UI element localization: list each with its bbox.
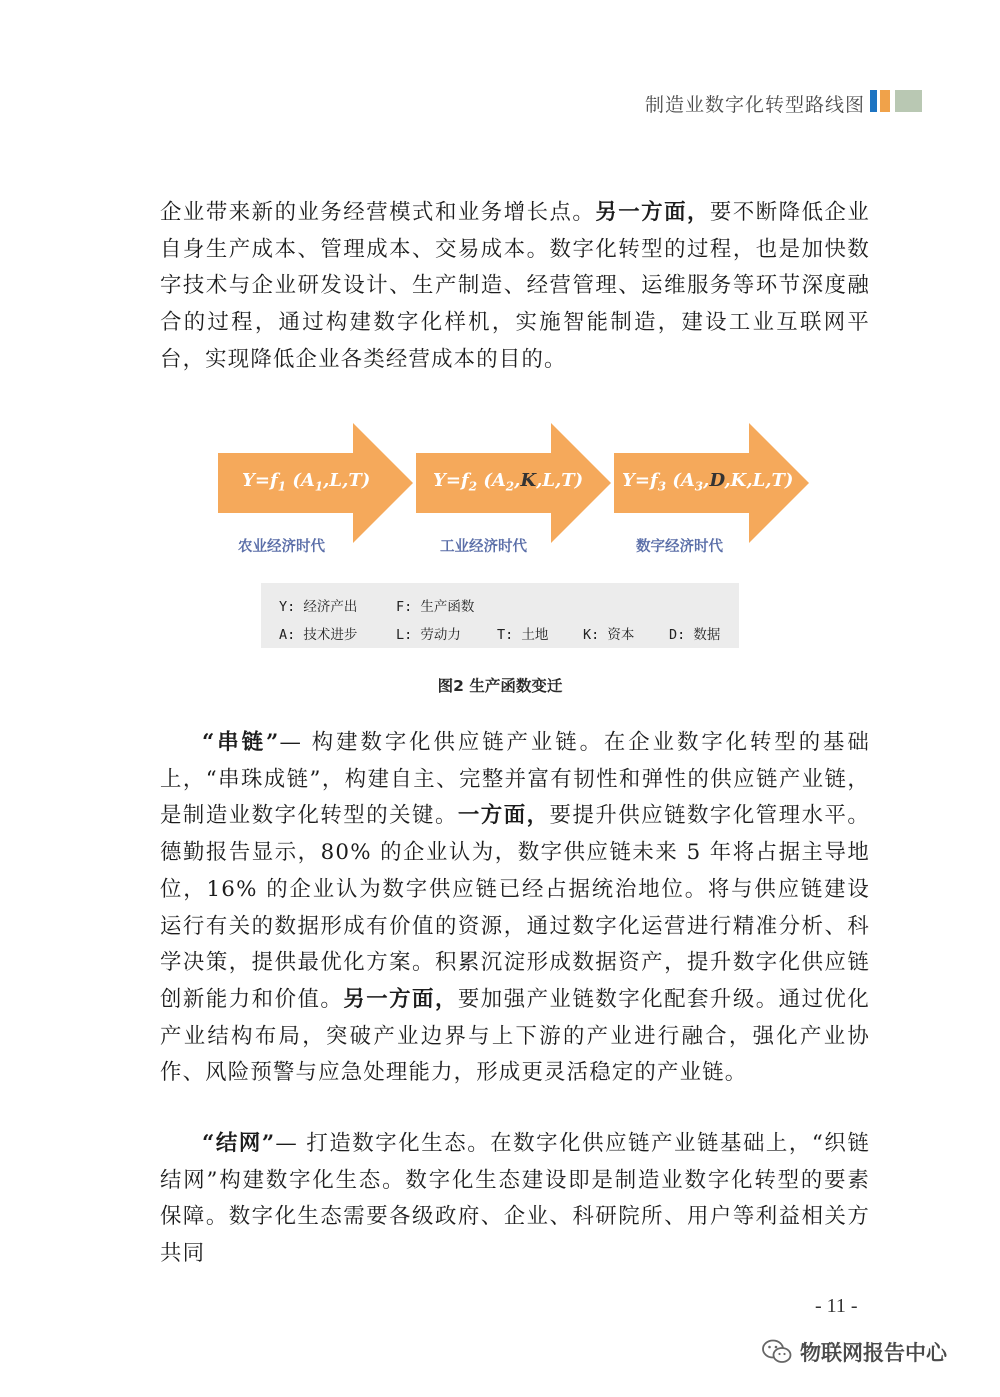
formula-part: 1 xyxy=(277,479,287,494)
formula-agricultural xyxy=(242,470,370,494)
paragraph-2-bold-a: 一方面， xyxy=(457,803,550,829)
formula-part: (A xyxy=(477,470,506,491)
paragraph-3 xyxy=(160,1126,870,1273)
header-mark-green xyxy=(895,90,922,112)
figure-caption: 图2 生产函数变迁 xyxy=(437,677,563,695)
legend-k: K: 资本 xyxy=(583,627,635,643)
formula-part: f xyxy=(649,470,658,491)
legend-l: L: 劳动力 xyxy=(396,627,461,643)
formula-part: ,L,T) xyxy=(536,470,584,491)
paragraph-1-text-a: 企业带来新的业务经营模式和业务增长点。 xyxy=(160,200,596,225)
formula-part: (A xyxy=(666,470,695,491)
watermark-text: 物联网报告中心 xyxy=(800,1341,947,1365)
formula-part: 3 xyxy=(694,479,704,494)
paragraph-1-bold-a: 另一方面， xyxy=(595,200,710,225)
paragraph-1-text-b: 要不断降低企业自身生产成本、管理成本、交易成本。数字化转型的过程，也是加快数字技术与企业研发设计、生产制造、经营管理、运维服务等环节深度融合的过程，通过构建数字化样机，实施智能制造，建设工业互联网平台，实现降低企业各类经营成本的目的。 xyxy=(160,200,870,372)
header-title: 制造业数字化转型路线图 xyxy=(644,94,865,116)
paragraph-2-text-b: 要提升供应链数字化管理水平。德勤报告显示，80% 的企业认为，数字供应链未来 5 年将占据主导地位，16% 的企业认为数字供应链已经占据统治地位。将与供应链建设运行有关的数据形成有价值的资源，通过数字化运营进行精准分析、科学决策，提供最优化方案。积累沉淀形成数据资产，提升数字化供应链创新能力和价值。 xyxy=(160,803,870,1012)
formula-part: Y= xyxy=(433,470,461,491)
paragraph-2 xyxy=(160,725,870,1092)
formula-part: 1 xyxy=(314,479,324,494)
formula-part: D xyxy=(709,470,725,491)
paragraph-2-bold-b: 另一方面， xyxy=(343,986,458,1012)
era-label-agricultural: 农业经济时代 xyxy=(238,539,325,555)
formula-part: 3 xyxy=(657,479,667,494)
paragraph-1 xyxy=(160,195,870,379)
formula-part: ,L,T) xyxy=(323,470,371,491)
paragraph-3-lead: “结网” xyxy=(202,1131,276,1156)
formula-part: 2 xyxy=(468,479,478,494)
legend-box xyxy=(261,583,739,648)
legend-d: D: 数据 xyxy=(669,627,721,643)
legend-y: Y: 经济产出 xyxy=(279,599,358,615)
formula-part: f xyxy=(460,470,469,491)
formula-digital xyxy=(622,470,793,494)
formula-industrial xyxy=(433,470,583,494)
paragraph-2-text-c: 要加强产业链数字化配套升级。通过优化产业结构布局，突破产业边界与上下游的产业进行融合，强化产业协作、风险预警与应急处理能力，形成更灵活稳定的产业链。 xyxy=(160,986,870,1086)
era-label-digital: 数字经济时代 xyxy=(636,539,723,555)
formula-part: Y= xyxy=(622,470,650,491)
formula-part: (A xyxy=(286,470,315,491)
formula-part: ,K,L,T) xyxy=(724,470,794,491)
formula-part: Y= xyxy=(242,470,270,491)
header-mark-orange xyxy=(880,90,890,112)
formula-part: , xyxy=(514,470,521,491)
era-label-industrial: 工业经济时代 xyxy=(440,539,527,555)
legend-a: A: 技术进步 xyxy=(279,627,358,643)
formula-part: f xyxy=(269,470,278,491)
formula-part: K xyxy=(520,470,537,491)
formula-part: , xyxy=(703,470,710,491)
formula-part: 2 xyxy=(505,479,515,494)
page-number: - 11 - xyxy=(815,1295,858,1317)
page-header xyxy=(0,0,1000,125)
paragraph-2-lead: “串链” xyxy=(202,730,280,755)
legend-f: F: 生产函数 xyxy=(396,599,475,615)
header-mark-blue xyxy=(870,90,877,112)
legend-t: T: 土地 xyxy=(497,627,549,643)
paragraph-3-text-a: — 打造数字化生态。在数字化供应链产业链基础上，“织链结网”构建数字化生态。数字化生态建设即是制造业数字化转型的要素保障。数字化生态需要各级政府、企业、科研院所、用户等利益相关方共同 xyxy=(160,1131,870,1267)
watermark xyxy=(762,1335,947,1369)
paragraph-2-text-a: — 构建数字化供应链产业链。在企业数字化转型的基础上，“串珠成链”，构建自主、完整并富有韧性和弹性的供应链产业链，是制造业数字化转型的关键。 xyxy=(160,730,870,829)
wechat-icon xyxy=(762,1339,792,1365)
